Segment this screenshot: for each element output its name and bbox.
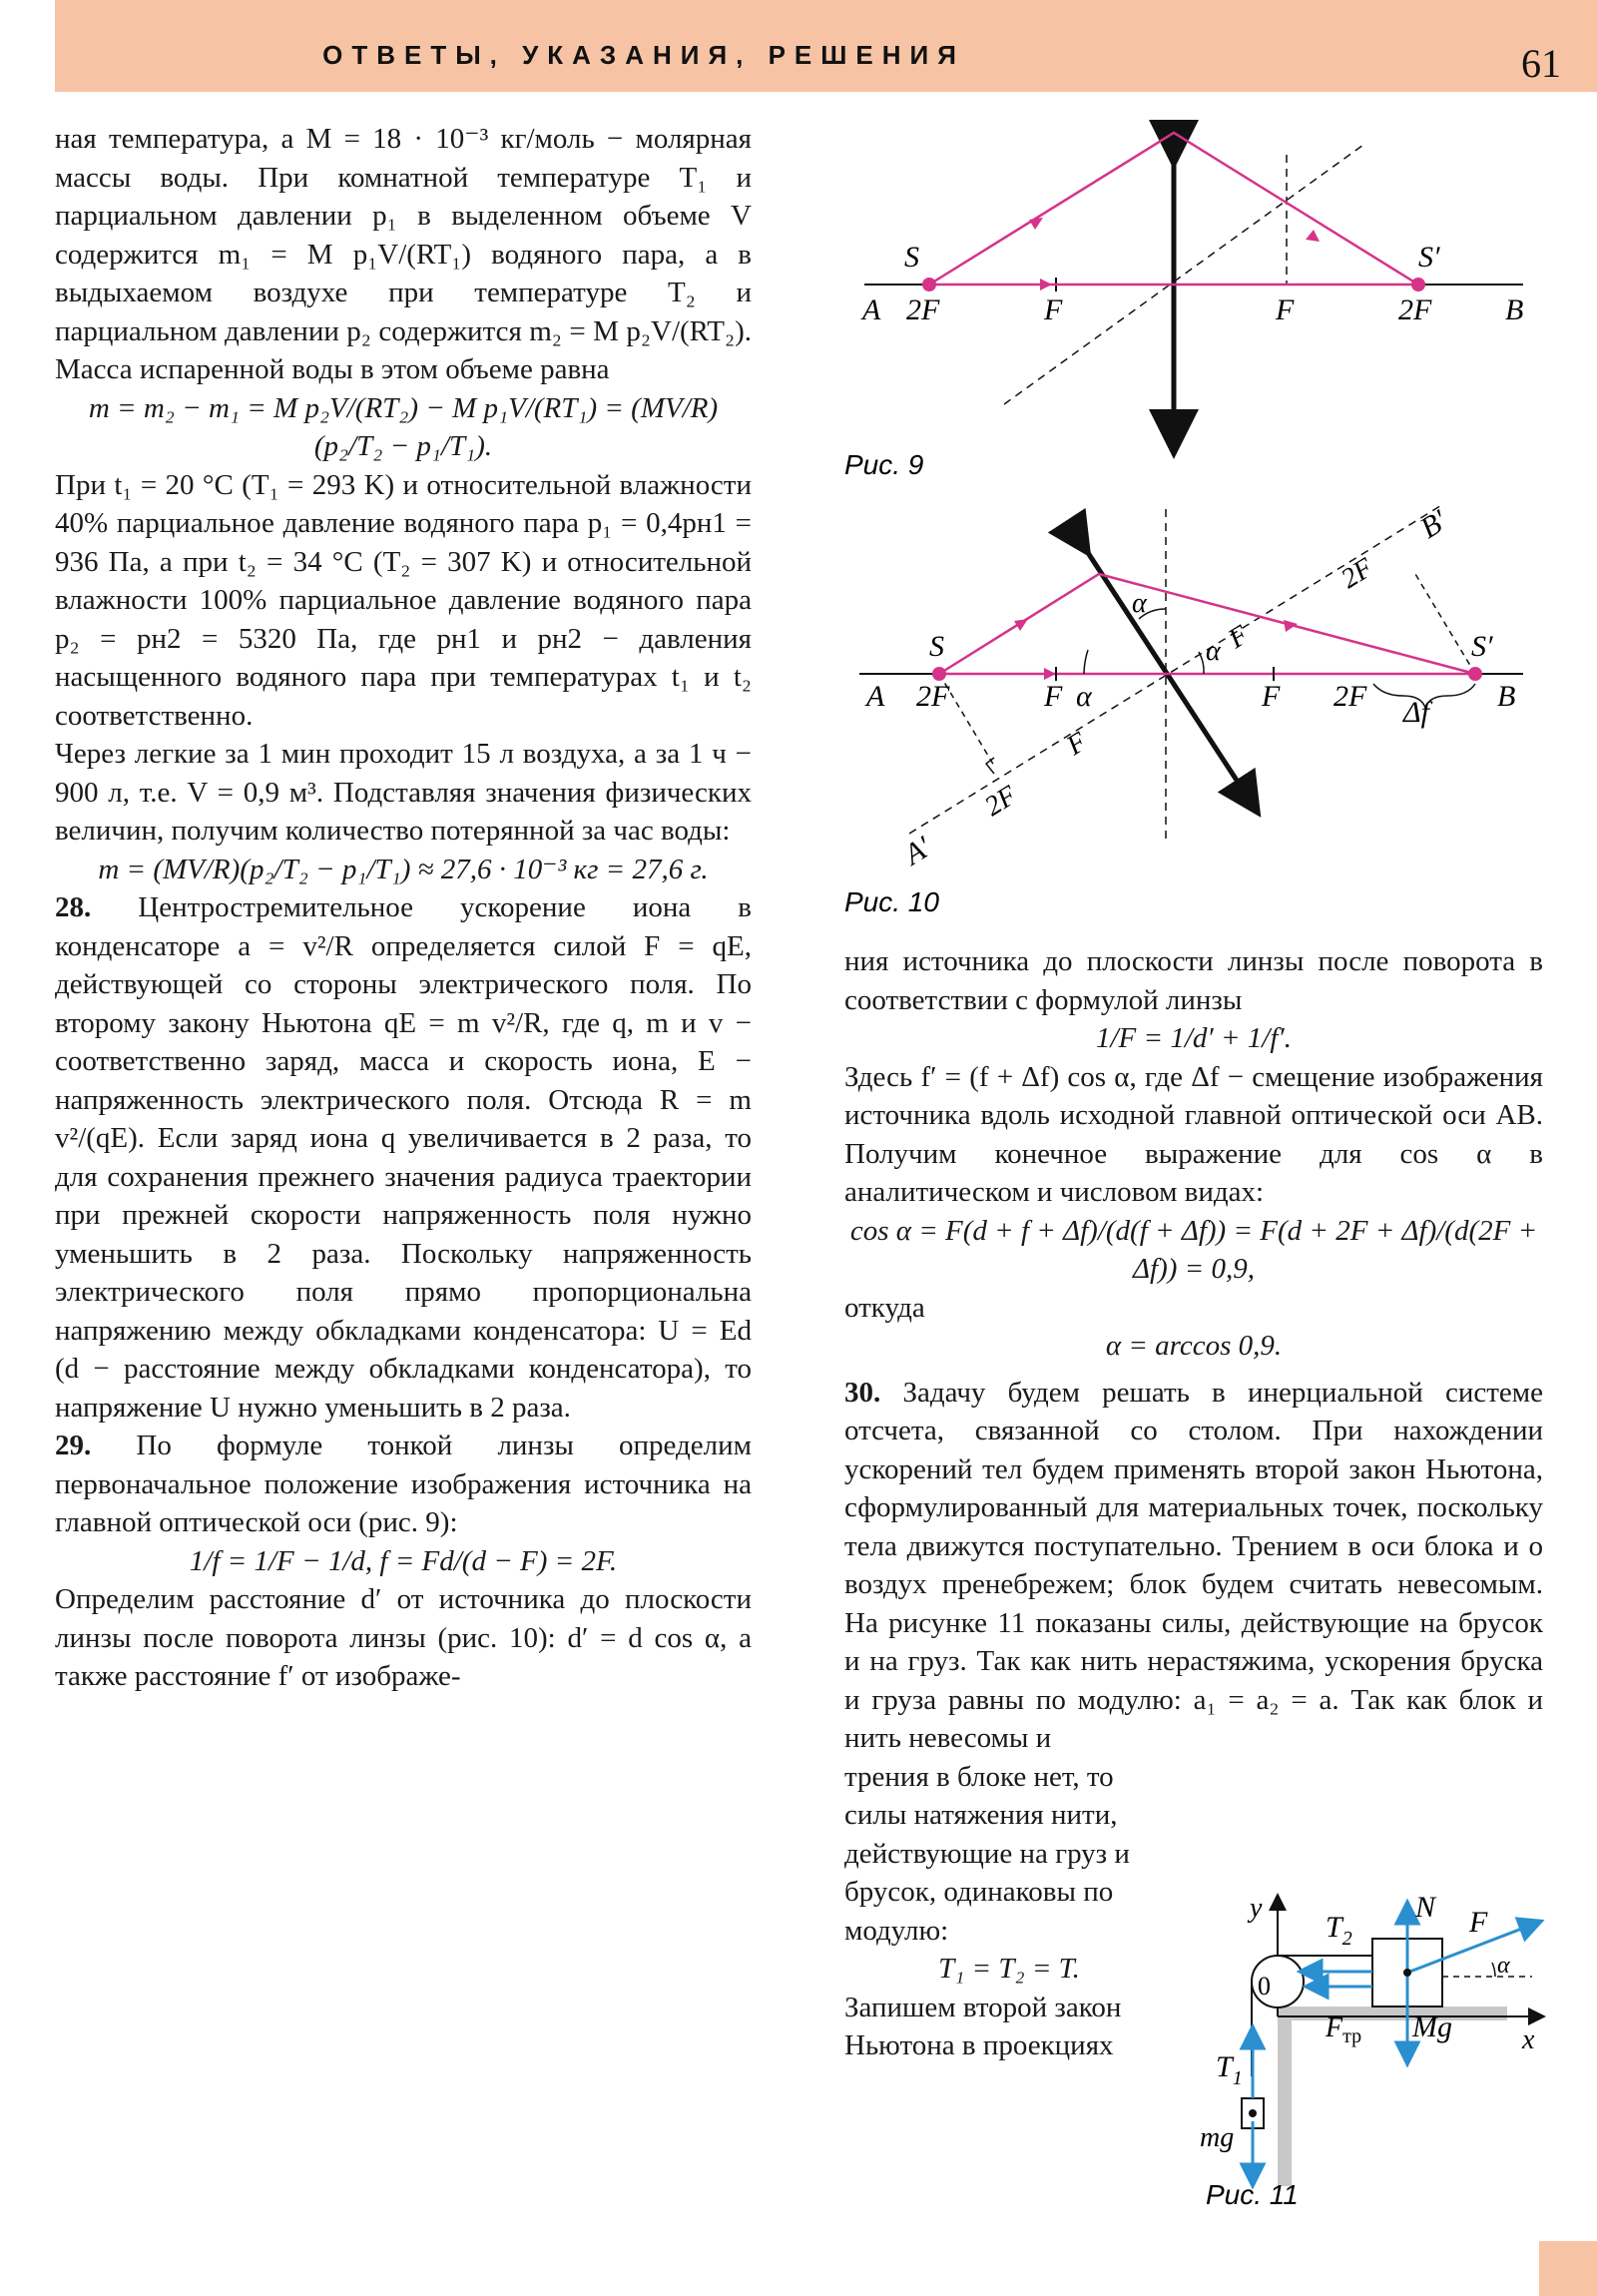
label-B: B [1497, 680, 1516, 713]
label-N: N [1415, 1891, 1436, 1924]
label-2F-rotated: 2F [1335, 552, 1379, 595]
figure-caption: Рис. 10 [844, 886, 939, 917]
label-x: x [1522, 2024, 1535, 2055]
paragraph: Запишем второй закон Ньютона в проекциях [844, 1991, 1122, 2061]
label-alpha: α [1076, 680, 1092, 713]
paragraph: откуда [844, 1291, 925, 1324]
label-A-prime: A′ [898, 830, 937, 871]
paragraph: Здесь f′ = (f + Δf) cos α, где Δf − смещение изображения источника вдоль исходной главной оптической оси AB. Получим конечное выражение для cos α в аналитическом и числовом видах: [844, 1060, 1543, 1208]
paragraph: Через легкие за 1 мин проходит 15 л воздуха, а за 1 ч − 900 л, т.е. V = 0,9 м³. Подставляя значения физических величин, получим количество потерянной за час воды: [55, 738, 752, 847]
formula: m = m₂ − m₁ = M p₂V/(RT₂) − M p₁V/(RT₁) = (MV/R)(p₂/T₂ − p₁/T₁). [88, 391, 719, 462]
label-2F: 2F [906, 293, 940, 326]
label-F: F [1044, 293, 1063, 326]
problem-number: 29. [55, 1430, 92, 1461]
label-2F: 2F [916, 680, 950, 713]
paragraph: трения в блоке нет, то силы натяжения нити, действующие на груз и брусок, одинаковы по модулю: [844, 1760, 1130, 1947]
table [1278, 2007, 1507, 2020]
label-mg: mg [1200, 2122, 1235, 2153]
paragraph: Определим расстояние d′ от источника до плоскости линзы после поворота линзы (рис. 10): d′ = d cos α, а также расстояние f′ от изображе- [55, 1583, 752, 1692]
source-point [932, 667, 946, 681]
label-S-prime: S′ [1471, 630, 1493, 663]
figure-9 [844, 115, 1543, 494]
paragraph: Задачу будем решать в инерциальной системе отсчета, связанной со столом. При нахождении ускорений тел будем применять второй закон Ньютона, сформулированный для материальных точек, поскольку тела движутся поступательно. Трением в оси блока и о воздух пренебрежем; блок будем считать невесомым. На рисунке 11 показаны силы, действующие на брусок и на груз. Так как нить нерастяжима, ускорения бруска и груза равны по модулю: a₁ = a₂ = a. Так как блок и нить невесомы и [844, 1376, 1544, 1754]
label-Ftr: $F_{тр}$ [1326, 2012, 1362, 2047]
paragraph: Центростремительное ускорение иона в конденсаторе a = v²/R определяется силой F = qE, действующей со стороны электрического поля. По второму закону Ньютона qE = m v²/R, где q, m и v − соответственно заряд, масса и скорость иона, E − напряженность электрического поля. Отсюда R = m v²/(qE). Если заряд иона q увеличивается в 2 раза, то для сохранения прежнего значения радиуса траектории при прежней скорости напряженность поля нужно уменьшить в 2 раза. Поскольку напряженность электрического поля прямо пропорциональна напряжению между обкладками конденсатора: U = Ed (d − расстояние между обкладками конденсатора), то напряжение U нужно уменьшить в 2 раза. [55, 891, 753, 1424]
label-alpha: α [1497, 1953, 1510, 1979]
formula: α = arccos 0,9. [1105, 1330, 1283, 1362]
label-origin: 0 [1258, 1972, 1271, 2001]
left-column [55, 120, 752, 1696]
rotated-axis [909, 504, 1443, 834]
formula: cos α = F(d + f + Δf)/(d(f + Δf)) = F(d + 2F + Δf)/(d(2F + Δf)) = 0,9, [849, 1214, 1538, 1285]
label-S-prime: S′ [1418, 241, 1440, 274]
label-F: F [1469, 1906, 1488, 1939]
image-point [1468, 667, 1482, 681]
label-2F: 2F [1398, 293, 1432, 326]
label-F-rotated: F [1223, 619, 1255, 655]
label-S: S [904, 241, 919, 274]
secondary-axis [1004, 145, 1363, 404]
paragraph: По формуле тонкой линзы определим первоначальное положение изображения источника на главной оптической оси (рис. 9): [55, 1430, 753, 1538]
problem-30 [844, 1374, 1543, 1758]
label-F-rotated: F [1061, 726, 1093, 762]
section-title: ОТВЕТЫ, УКАЗАНИЯ, РЕШЕНИЯ [322, 40, 965, 70]
label-B-prime: B′ [1414, 503, 1453, 545]
rotated-lens [1079, 539, 1249, 799]
paragraph: ния источника до плоскости линзы после поворота в соответствии с формулой линзы [844, 945, 1543, 1016]
label-F: F [1276, 293, 1295, 326]
paragraph: ная температура, а M = 18 · 10⁻³ кг/моль − молярная массы воды. При комнатной температуре T₁ и парциальном давлении p₁ в выделенном объеме V содержится m₁ = M p₁V/(RT₁) водяного пара, а в выдыхаемом воздухе при температуре T₂ и парциальном давлении p₂ содержится m₂ = M p₂V/(RT₂). Масса испаренной воды в этом объеме равна [55, 123, 752, 385]
figure-caption: Рис. 9 [844, 449, 924, 480]
paragraph: При t₁ = 20 °C (T₁ = 293 K) и относительной влажности 40% парциальное давление водяного пара p₁ = 0,4pн1 = 936 Па, а при t₂ = 34 °C (T₂ = 307 K) и относительной влажности 100% парциальное давление водяного пара p₂ = pн2 = 5320 Па, где pн1 и pн2 − давления насыщенного водяного пара при температурах t₁ и t₂ соответственно. [55, 468, 752, 732]
label-F: F [1262, 680, 1281, 713]
label-Mg: Mg [1412, 2010, 1452, 2043]
label-T1: $T_1$ [1216, 2050, 1243, 2089]
problem-28 [55, 888, 752, 1427]
label-B: B [1505, 293, 1524, 326]
page-header [55, 0, 1597, 92]
label-alpha: α [1132, 588, 1147, 619]
figure-10 [844, 494, 1543, 933]
formula: T₁ = T₂ = T. [938, 1953, 1080, 1985]
formula: m = (MV/R)(p₂/T₂ − p₁/T₁) ≈ 27,6 · 10⁻³ кг = 27,6 г. [98, 853, 709, 885]
label-y: y [1250, 1893, 1263, 1924]
table-leg [1278, 2007, 1292, 2186]
figure-11 [1198, 1877, 1557, 2206]
label-A: A [862, 293, 881, 326]
page-corner-tab [1539, 2241, 1597, 2296]
label-T2: $T_2$ [1326, 1911, 1352, 1950]
problem-29 [55, 1427, 752, 1542]
figure-caption: Рис. 11 [1206, 2179, 1299, 2206]
source-point [922, 278, 936, 291]
label-F: F [1044, 680, 1063, 713]
page-number: 61 [1521, 41, 1561, 86]
image-point [1411, 278, 1425, 291]
formula: 1/f = 1/F − 1/d, f = Fd/(d − F) = 2F. [189, 1544, 618, 1577]
formula: 1/F = 1/d′ + 1/f′. [1095, 1022, 1293, 1054]
label-A: A [866, 680, 885, 713]
label-delta-f: Δf [1403, 696, 1429, 729]
problem-number: 30. [844, 1376, 881, 1409]
label-S: S [929, 630, 944, 663]
label-2F-rotated: 2F [979, 780, 1023, 823]
label-alpha: α [1206, 636, 1221, 667]
label-2F: 2F [1333, 680, 1367, 713]
problem-number: 28. [55, 891, 92, 923]
